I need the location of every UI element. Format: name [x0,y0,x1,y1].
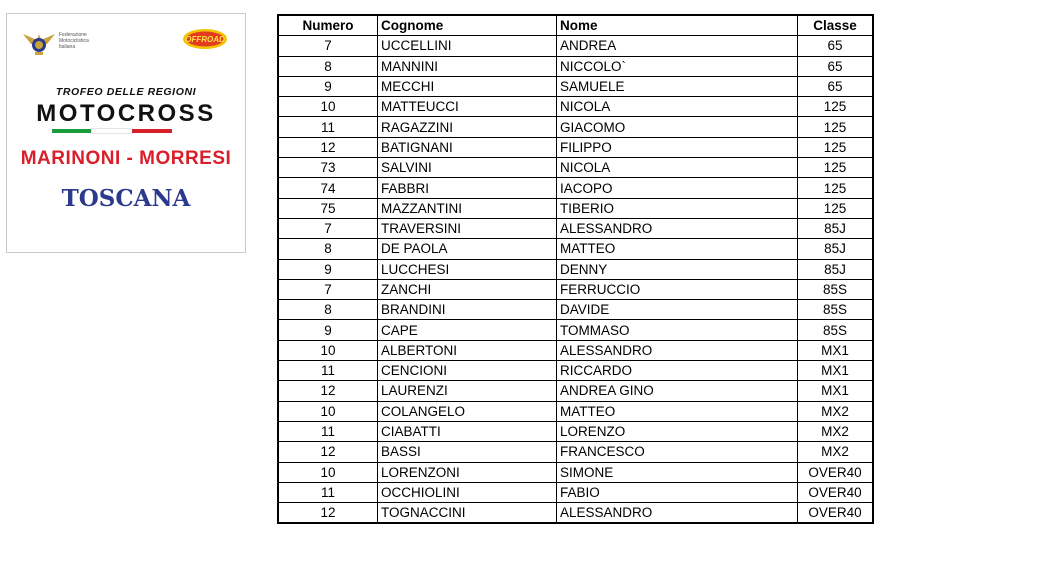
cell-numero: 11 [278,117,378,137]
cell-nome: TOMMASO [557,320,798,340]
marinoni-morresi-title: MARINONI - MORRESI [20,148,232,169]
table-row [278,340,873,360]
cell-numero: 12 [278,381,378,401]
cell-cognome: OCCHIOLINI [378,482,557,502]
cell-nome: ANDREA GINO [557,381,798,401]
cell-cognome: BASSI [378,442,557,462]
cell-nome: IACOPO [557,178,798,198]
table-row [278,361,873,381]
cell-numero: 11 [278,421,378,441]
table-row [278,178,873,198]
table-row [278,482,873,502]
cell-nome: FERRUCCIO [557,279,798,299]
cell-numero: 10 [278,340,378,360]
cell-numero: 11 [278,361,378,381]
cell-nome: DENNY [557,259,798,279]
cell-cognome: UCCELLINI [378,36,557,56]
cell-cognome: BRANDINI [378,300,557,320]
table-row [278,442,873,462]
cell-cognome: ALBERTONI [378,340,557,360]
cell-cognome: TRAVERSINI [378,218,557,238]
riders-table [277,14,874,524]
cell-numero: 7 [278,218,378,238]
cell-classe: 65 [798,76,874,96]
table-row [278,320,873,340]
cell-cognome: CAPE [378,320,557,340]
cell-nome: TIBERIO [557,198,798,218]
table-row [278,462,873,482]
cell-cognome: MANNINI [378,56,557,76]
cell-numero: 9 [278,259,378,279]
cell-nome: FABIO [557,482,798,502]
cell-classe: 65 [798,36,874,56]
cell-classe: 85S [798,300,874,320]
cell-classe: MX1 [798,340,874,360]
cell-nome: ANDREA [557,36,798,56]
cell-cognome: ZANCHI [378,279,557,299]
cell-classe: 125 [798,117,874,137]
cell-cognome: RAGAZZINI [378,117,557,137]
cell-numero: 8 [278,300,378,320]
cell-classe: MX2 [798,442,874,462]
cell-numero: 10 [278,462,378,482]
cell-nome: NICOLA [557,97,798,117]
table-row [278,56,873,76]
table-row [278,401,873,421]
cell-numero: 74 [278,178,378,198]
table-header-row [278,15,873,36]
cell-cognome: MAZZANTINI [378,198,557,218]
cell-numero: 10 [278,401,378,421]
fmi-name: Federazione Motociclistica Italiana [59,32,89,50]
flag-green [52,129,92,133]
offroad-logo [182,28,228,50]
table-row [278,158,873,178]
cell-cognome: BATIGNANI [378,137,557,157]
table-row [278,279,873,299]
cell-nome: NICOLA [557,158,798,178]
header-cognome: Cognome [378,15,557,36]
cell-nome: LORENZO [557,421,798,441]
cell-classe: 125 [798,178,874,198]
table-row [278,503,873,524]
cell-classe: 85S [798,279,874,299]
cell-cognome: FABBRI [378,178,557,198]
cell-numero: 7 [278,279,378,299]
cell-nome: ALESSANDRO [557,503,798,524]
trofeo-title: TROFEO DELLE REGIONI [55,86,197,98]
cell-numero: 12 [278,137,378,157]
flag-red [132,129,172,133]
cell-nome: MATTEO [557,239,798,259]
cell-nome: FRANCESCO [557,442,798,462]
italian-flag-bar [52,129,172,133]
cell-cognome: MATTEUCCI [378,97,557,117]
table-row [278,239,873,259]
cell-numero: 11 [278,482,378,502]
cell-classe: 125 [798,137,874,157]
cell-numero: 73 [278,158,378,178]
table-row [278,117,873,137]
cell-nome: SIMONE [557,462,798,482]
flag-white [92,129,132,133]
cell-cognome: CIABATTI [378,421,557,441]
table-row [278,300,873,320]
cell-classe: MX2 [798,401,874,421]
cell-numero: 7 [278,36,378,56]
cell-cognome: TOGNACCINI [378,503,557,524]
cell-classe: MX1 [798,381,874,401]
event-logo-card [6,13,246,253]
table-row [278,198,873,218]
cell-classe: 85J [798,218,874,238]
cell-nome: GIACOMO [557,117,798,137]
cell-cognome: LUCCHESI [378,259,557,279]
header-numero: Numero [278,15,378,36]
cell-classe: OVER40 [798,503,874,524]
cell-classe: 85J [798,239,874,259]
cell-numero: 8 [278,239,378,259]
cell-numero: 9 [278,76,378,96]
cell-classe: 85J [798,259,874,279]
cell-numero: 75 [278,198,378,218]
cell-cognome: LAURENZI [378,381,557,401]
cell-nome: DAVIDE [557,300,798,320]
cell-classe: 125 [798,198,874,218]
cell-classe: 65 [798,56,874,76]
cell-cognome: DE PAOLA [378,239,557,259]
cell-numero: 8 [278,56,378,76]
cell-cognome: CENCIONI [378,361,557,381]
cell-nome: ALESSANDRO [557,340,798,360]
table-row [278,97,873,117]
offroad-text: OFFROAD [185,35,225,44]
header-classe: Classe [798,15,874,36]
table-row [278,259,873,279]
cell-cognome: COLANGELO [378,401,557,421]
cell-nome: MATTEO [557,401,798,421]
cell-classe: MX1 [798,361,874,381]
cell-classe: 125 [798,158,874,178]
cell-classe: OVER40 [798,482,874,502]
header-nome: Nome [557,15,798,36]
table-row [278,381,873,401]
cell-numero: 12 [278,503,378,524]
toscana-title: TOSCANA [61,185,191,212]
cell-classe: OVER40 [798,462,874,482]
table-row [278,76,873,96]
cell-classe: 125 [798,97,874,117]
cell-nome: RICCARDO [557,361,798,381]
cell-nome: FILIPPO [557,137,798,157]
cell-cognome: LORENZONI [378,462,557,482]
cell-numero: 12 [278,442,378,462]
table-row [278,137,873,157]
cell-nome: ALESSANDRO [557,218,798,238]
cell-nome: NICCOLO` [557,56,798,76]
cell-cognome: MECCHI [378,76,557,96]
cell-nome: SAMUELE [557,76,798,96]
cell-numero: 9 [278,320,378,340]
table-row [278,36,873,56]
cell-cognome: SALVINI [378,158,557,178]
cell-classe: 85S [798,320,874,340]
motocross-title: MOTOCROSS [36,100,216,127]
fmi-emblem-icon [21,28,57,56]
cell-classe: MX2 [798,421,874,441]
cell-numero: 10 [278,97,378,117]
table-row [278,218,873,238]
table-row [278,421,873,441]
